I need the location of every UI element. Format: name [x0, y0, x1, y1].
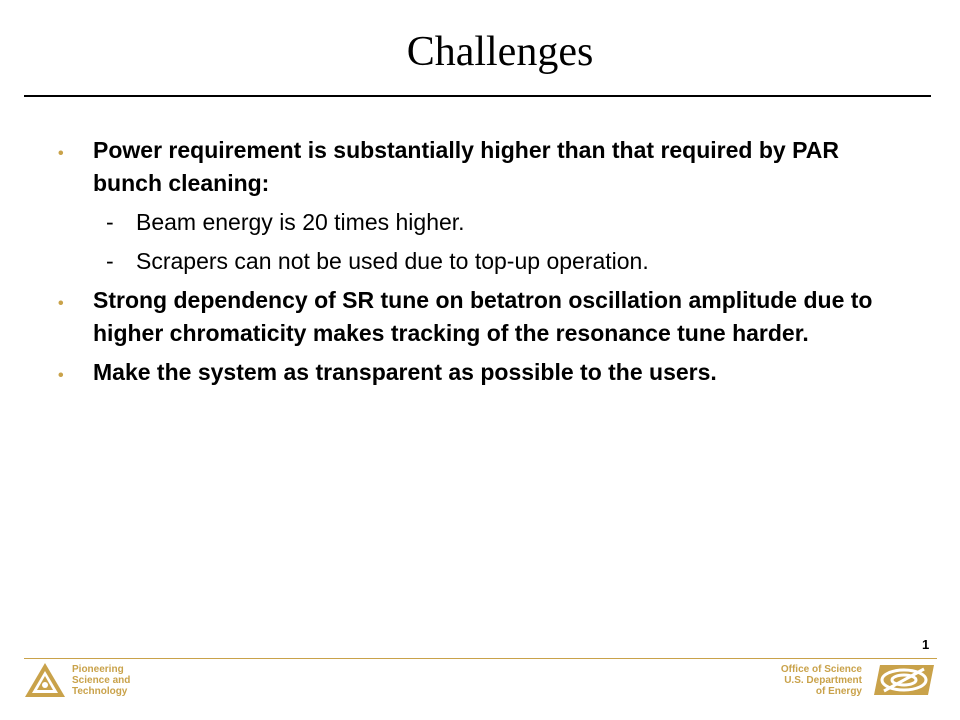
footer-right-caption: [746, 664, 862, 697]
sub-bullet-text: Beam energy is 20 times higher.: [136, 209, 465, 235]
doe-logo-icon: [872, 663, 936, 702]
footer-left-line: Science and: [72, 675, 131, 686]
lab-logo-icon: [24, 662, 66, 703]
sub-bullet-text: Scrapers can not be used due to top-up operation.: [136, 248, 649, 274]
sub-bullet-item: [0, 206, 960, 239]
footer-left-line: Technology: [72, 686, 128, 697]
bullet-item: [0, 284, 960, 350]
footer-divider: [24, 658, 937, 659]
page-number: 1: [922, 637, 930, 652]
bullet-dot-icon: •: [58, 295, 64, 312]
bullet-text: Make the system as transparent as possible to the users.: [93, 359, 717, 385]
bullet-item: [0, 134, 960, 200]
footer-left-caption: [72, 664, 162, 697]
slide-title: Challenges: [406, 29, 594, 75]
bullet-item: [0, 356, 960, 389]
bullet-dot-icon: •: [58, 145, 64, 162]
footer-right-line: of Energy: [815, 686, 862, 697]
title-underline: [24, 95, 931, 97]
footer-left-line: Pioneering: [72, 664, 124, 675]
bullet-text: Power requirement is substantially higher than that required by PAR bunch cleaning:: [93, 137, 839, 196]
sub-bullet-dash: -: [106, 248, 114, 274]
footer-right-line: Office of Science: [780, 664, 862, 675]
sub-bullet-item: [0, 245, 960, 278]
bullet-dot-icon: •: [58, 367, 64, 384]
sub-bullet-dash: -: [106, 209, 114, 235]
bullet-text: Strong dependency of SR tune on betatron oscillation amplitude due to higher chromaticity makes tracking of the resonance tune harder.: [93, 287, 873, 346]
slide-content: [0, 134, 960, 389]
footer-right-line: U.S. Department: [784, 675, 862, 686]
